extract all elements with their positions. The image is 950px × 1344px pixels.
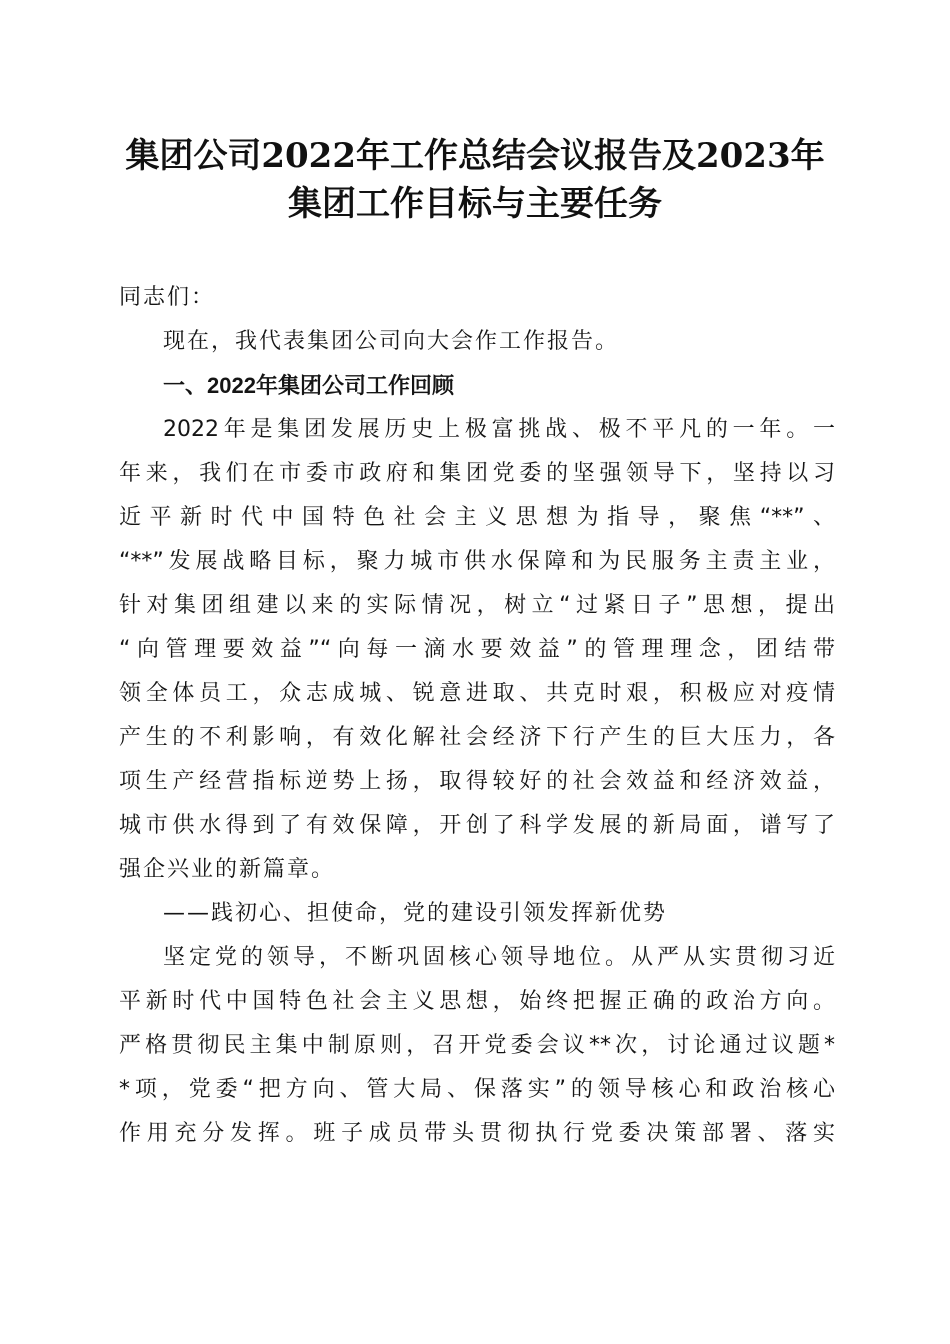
document-title <box>60 132 890 228</box>
salutation: 同志们： <box>119 285 216 310</box>
paragraph-line: 针对集团组建以来的实际情况，树立“过紧日子”思想，提出 <box>119 593 835 618</box>
paragraph-line: 项生产经营指标逆势上扬，取得较好的社会效益和经济效益， <box>119 769 835 794</box>
paragraph-line: 强企兴业的新篇章。 <box>119 857 336 882</box>
title-line-1: 集团公司2022年工作总结会议报告及2023年 <box>125 136 825 176</box>
paragraph-line: 领全体员工，众志成城、锐意进取、共克时艰，积极应对疫情 <box>119 681 835 706</box>
intro-paragraph: 现在，我代表集团公司向大会作工作报告。 <box>163 329 620 354</box>
paragraph-line: 城市供水得到了有效保障，开创了科学发展的新局面，谱写了 <box>119 813 835 838</box>
paragraph-line: 近平新时代中国特色社会主义思想为指导，聚焦“**”、 <box>119 505 835 530</box>
paragraph-line: 严格贯彻民主集中制原则，召开党委会议**次，讨论通过议题* <box>119 1033 835 1058</box>
section-heading: 一、2022年集团公司工作回顾 <box>163 373 454 398</box>
paragraph-line: 作用充分发挥。班子成员带头贯彻执行党委决策部署、落实 <box>119 1121 835 1146</box>
document-body <box>119 276 835 1156</box>
title-line-2: 集团工作目标与主要任务 <box>288 184 662 224</box>
paragraph-line: *项，党委“把方向、管大局、保落实”的领导核心和政治核心 <box>119 1077 835 1102</box>
paragraph-line: 坚定党的领导，不断巩固核心领导地位。从严从实贯彻习近 <box>163 945 835 970</box>
paragraph-line: 2022年是集团发展历史上极富挑战、极不平凡的一年。一 <box>163 417 835 442</box>
subheading: ——践初心、担使命，党的建设引领发挥新优势 <box>163 901 668 926</box>
paragraph-line: 产生的不利影响，有效化解社会经济下行产生的巨大压力，各 <box>119 725 835 750</box>
paragraph-line: 年来，我们在市委市政府和集团党委的坚强领导下，坚持以习 <box>119 461 835 486</box>
paragraph-line: 平新时代中国特色社会主义思想，始终把握正确的政治方向。 <box>119 989 835 1014</box>
paragraph-line: “**”发展战略目标，聚力城市供水保障和为民服务主责主业， <box>119 549 835 574</box>
paragraph-line: “向管理要效益”“向每一滴水要效益”的管理理念，团结带 <box>119 637 835 662</box>
